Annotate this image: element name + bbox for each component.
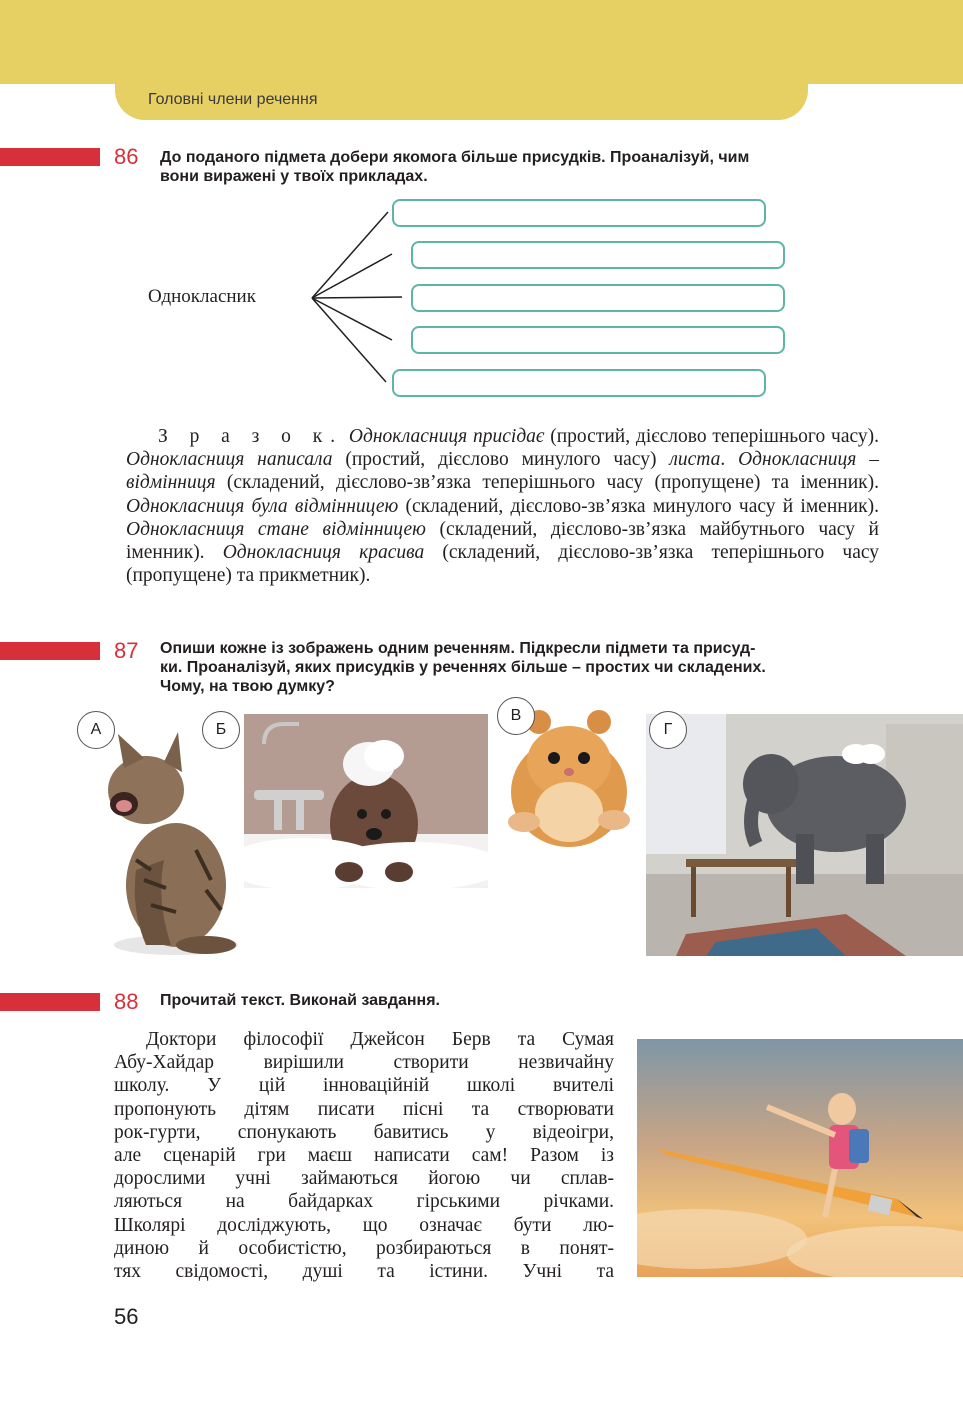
task-86-instruction-line-1: До поданого підмета добери якомога більше присудків. Проаналізуй, чим: [160, 149, 750, 166]
image-label-a: А: [77, 711, 115, 749]
photo-dog-bath: [244, 714, 488, 888]
sample-paragraph: [126, 425, 879, 587]
sample-part: Однокласниця написала: [126, 449, 333, 471]
text-line: Доктори філософії Джейсон Берв та Сумая: [146, 1029, 614, 1050]
elephant-room-illustration: [646, 714, 963, 956]
sample-part: Однокласниця красива: [222, 542, 425, 564]
task-87-number: 87: [114, 638, 139, 663]
answer-box-4[interactable]: [411, 326, 785, 354]
photo-kitten: [96, 720, 244, 960]
text-line: тях свідомості, душі та істини. Учні та: [114, 1261, 614, 1283]
text-line: Школярі досліджують, що означає бути лю-: [114, 1214, 614, 1236]
task-87-instruction: [160, 639, 880, 696]
sample-part: (складений, дієслово-зв’язка теперішнього часу (пропущене) та іменник).: [215, 472, 879, 494]
answer-box-3[interactable]: [411, 284, 785, 312]
predicate-diagram: [0, 190, 963, 420]
sample-part: Однокласниця присідає: [348, 426, 545, 447]
text-line: рок-гурти, спонукають бавитись у відеоігри,: [114, 1121, 614, 1143]
task-87-marker: [0, 642, 100, 660]
task-87-instruction-line-2: ки. Проаналізуй, яких присудків у реченнях більше – простих чи складених.: [160, 659, 766, 676]
task-86-instruction-line-2: вони виражені у твоїх прикладах.: [160, 168, 428, 185]
dog-bath-illustration: [244, 714, 488, 888]
kitten-illustration: [96, 720, 244, 960]
text-line: Абу-Хайдар вирішили створити незвичайну: [114, 1052, 614, 1074]
task-87-instruction-line-1: Опиши кожне із зображень одним реченням. Підкресли підмети та присуд-: [160, 640, 756, 657]
text-line: диною й особистістю, розбираються в понят-: [114, 1237, 614, 1259]
text-line: пропонують дітям писати пісні та створювати: [114, 1098, 614, 1120]
branch-line-1: [312, 212, 388, 298]
sample-part: (простий, дієслово теперішнього часу).: [544, 426, 879, 447]
girl-pencil-illustration: [637, 1039, 963, 1277]
image-label-b: Б: [202, 711, 240, 749]
page-number: 56: [114, 1304, 139, 1329]
image-label-v: В: [497, 697, 535, 735]
text-line: дорослими учні займаються йогою чи сплав-: [114, 1168, 614, 1190]
text-line: школу. У цій інноваційній школі вчителі: [114, 1075, 614, 1097]
branch-line-5: [312, 298, 386, 382]
answer-box-5[interactable]: [392, 369, 766, 397]
task-86-marker: [0, 148, 100, 166]
task-86-instruction: [160, 148, 880, 186]
branch-line-4: [312, 298, 392, 340]
sample-part: (складений, дієслово-зв’язка майбутнього часу й іменник).: [126, 518, 879, 564]
subject-word: Однокласник: [148, 286, 256, 307]
task-88-marker: [0, 993, 100, 1011]
task-87-instruction-line-3: Чому, на твою думку?: [160, 678, 335, 695]
answer-box-1[interactable]: [392, 199, 766, 227]
text-line: ляються на байдарках гірськими річками.: [114, 1191, 614, 1213]
branch-line-2: [312, 254, 392, 298]
answer-box-2[interactable]: [411, 241, 785, 269]
sample-part: (складений, дієслово-зв’язка теперішнього часу (пропущене) та прикметник).: [126, 542, 880, 587]
sample-label: З р а з о к.: [158, 426, 344, 447]
task-88-number: 88: [114, 989, 139, 1014]
sample-part: Однокласниця була відмінницею: [126, 495, 399, 517]
sample-part: .: [720, 449, 739, 471]
task-86-number: 86: [114, 144, 139, 169]
sample-part: (складений, дієслово-зв’язка минулого часу й іменник).: [398, 495, 879, 517]
photo-girl-on-pencil: [637, 1039, 963, 1277]
photo-elephant-room: [646, 714, 963, 956]
task-88-text: [114, 1028, 614, 1283]
page-header: [0, 0, 963, 120]
image-label-g: Г: [649, 711, 687, 749]
sample-part: листа: [669, 449, 721, 471]
section-title: Головні члени речення: [148, 91, 318, 108]
sample-part: Однокласниця – відмінниця: [126, 449, 879, 494]
task-88-instruction: Прочитай текст. Виконай завдання.: [160, 992, 440, 1009]
sample-part: Однокласниця стане відмінницею: [126, 518, 426, 540]
text-line: але сценарій гри маєш написати сам! Разом із: [114, 1145, 614, 1167]
branch-line-3: [312, 297, 402, 298]
sample-part: (простий, дієслово минулого часу): [332, 449, 670, 471]
